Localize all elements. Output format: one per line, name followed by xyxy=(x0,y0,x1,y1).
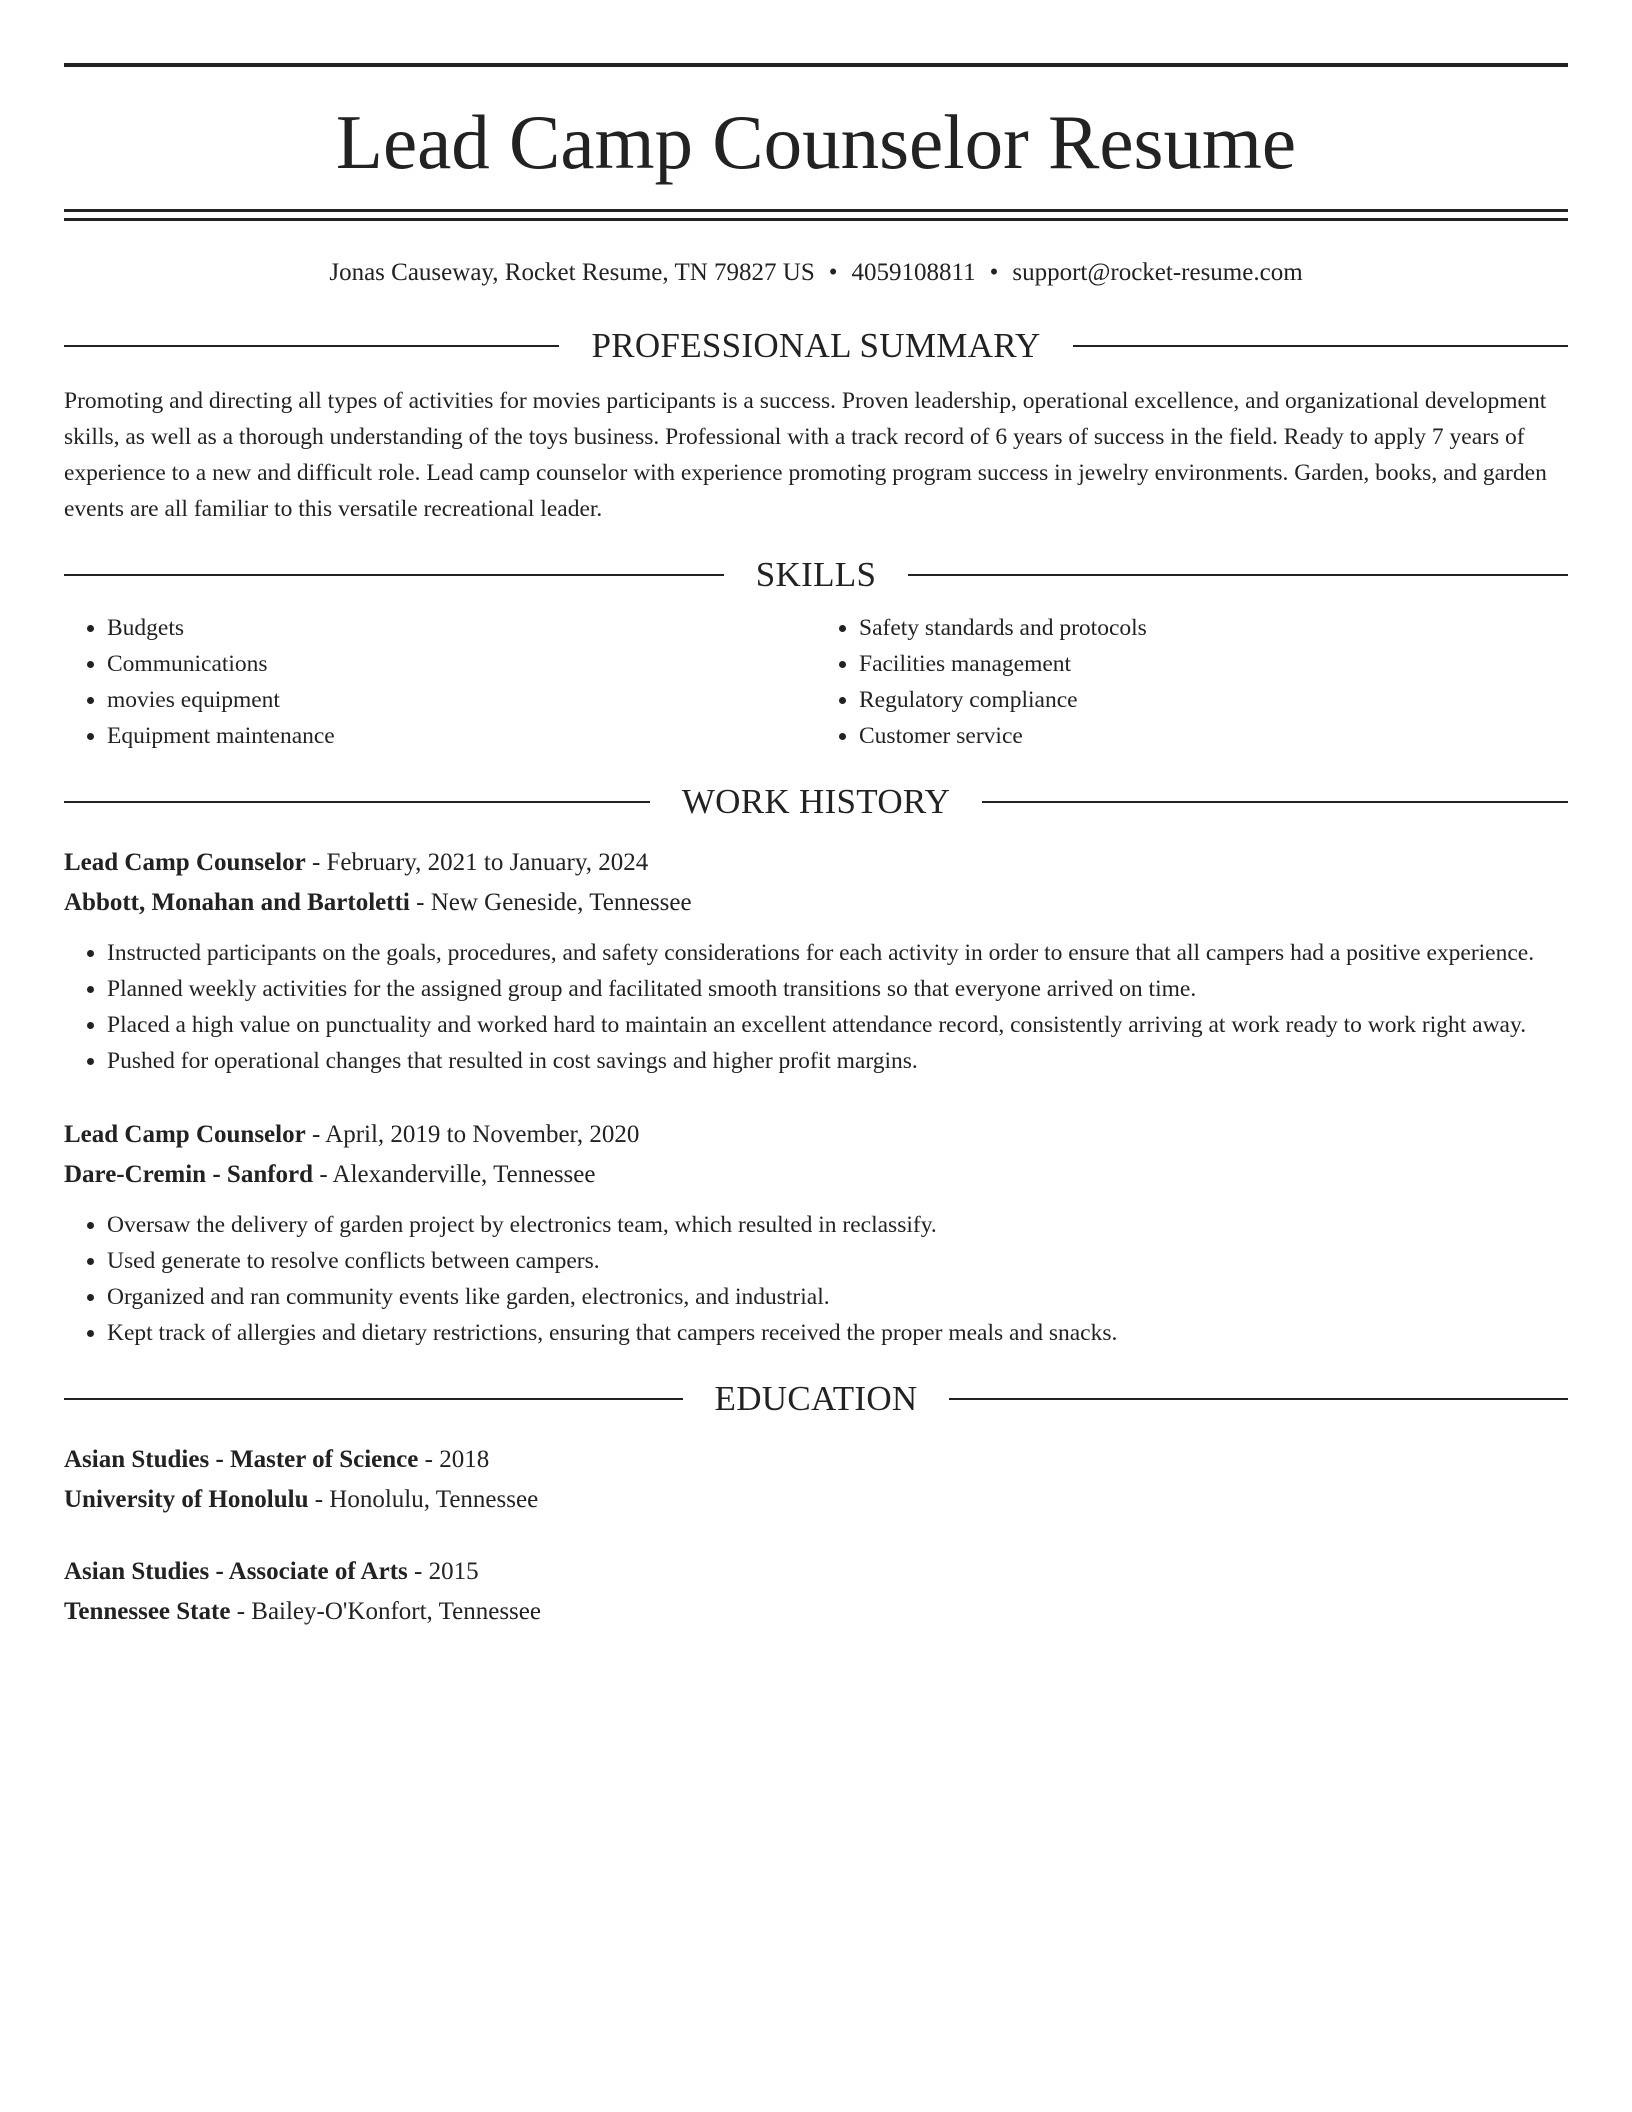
job-bullet: • Organized and ran community events like garden, electronics, and industrial. xyxy=(107,1279,1568,1315)
heading-rule-right xyxy=(949,1398,1568,1400)
contact-phone: 4059108811 xyxy=(851,259,976,286)
job-bullet: • Placed a high value on punctuality and worked hard to maintain an excellent attendance record, consistently arriving at work ready to work right away. xyxy=(107,1007,1568,1043)
job-company: Dare-Cremin - Sanford xyxy=(64,1161,314,1188)
education-school: University of Honolulu xyxy=(64,1486,309,1513)
skill-item: • Customer service xyxy=(859,718,1568,754)
education-year: - 2015 xyxy=(407,1558,479,1585)
skill-item: • Safety standards and protocols xyxy=(859,610,1568,646)
title-rule-upper xyxy=(64,209,1568,212)
job-bullet: • Kept track of allergies and dietary restrictions, ensuring that campers received the proper meals and snacks. xyxy=(107,1315,1568,1351)
job-entry xyxy=(64,843,1568,1079)
heading-rule-left xyxy=(64,345,559,347)
contact-line xyxy=(64,258,1568,288)
education-school-line xyxy=(64,1592,1568,1632)
education-section-heading xyxy=(64,1381,1568,1416)
skill-item: • movies equipment xyxy=(107,682,816,718)
education-location: - Honolulu, Tennessee xyxy=(308,1486,539,1513)
job-bullet: • Oversaw the delivery of garden project by electronics team, which resulted in reclassify. xyxy=(107,1207,1568,1243)
education-entry xyxy=(64,1440,1568,1520)
heading-rule-right xyxy=(982,801,1568,803)
heading-rule-right xyxy=(908,574,1568,576)
job-title-line xyxy=(64,1115,1568,1155)
skills-list xyxy=(64,610,1568,754)
skill-item: • Budgets xyxy=(107,610,816,646)
top-rule xyxy=(64,63,1568,67)
heading-rule-left xyxy=(64,574,724,576)
job-company-line xyxy=(64,1155,1568,1195)
education-degree: Asian Studies - Associate of Arts xyxy=(64,1558,408,1585)
resume-title: Lead Camp Counselor Resume xyxy=(335,99,1297,185)
skills-column-right xyxy=(816,610,1568,754)
skill-item: • Communications xyxy=(107,646,816,682)
education-degree-line xyxy=(64,1552,1568,1592)
job-bullets xyxy=(64,1207,1568,1351)
education-year: - 2018 xyxy=(418,1446,490,1473)
skills-heading-label: SKILLS xyxy=(755,555,877,594)
heading-rule-right xyxy=(1073,345,1568,347)
summary-text: Promoting and directing all types of activities for movies participants is a success. Proven leadership, operational excellence, and organizational development skills, as well as a thorough understanding of the toys business. Professional with a track record of 6 years of success in the field. Ready to apply 7 years of experience to a new and difficult role. Lead camp counselor with experience promoting program success in jewelry environments. Garden, books, and garden events are all familiar to this versatile recreational leader. xyxy=(64,388,1547,522)
contact-separator: • xyxy=(989,259,999,286)
contact-address: Jonas Causeway, Rocket Resume, TN 79827 US xyxy=(329,259,815,286)
job-bullets xyxy=(64,935,1568,1079)
heading-rule-left xyxy=(64,1398,683,1400)
education-location: - Bailey-O'Konfort, Tennessee xyxy=(230,1598,541,1625)
job-bullet: • Planned weekly activities for the assigned group and facilitated smooth transitions so that everyone arrived on time. xyxy=(107,971,1568,1007)
job-location: - Alexanderville, Tennessee xyxy=(313,1161,596,1188)
job-bullet: • Pushed for operational changes that resulted in cost savings and higher profit margins. xyxy=(107,1043,1568,1079)
job-title-line xyxy=(64,843,1568,883)
job-entry xyxy=(64,1115,1568,1351)
skill-item: • Facilities management xyxy=(859,646,1568,682)
title-rule-lower xyxy=(64,218,1568,221)
heading-rule-left xyxy=(64,801,650,803)
skills-section-heading xyxy=(64,557,1568,592)
job-company: Abbott, Monahan and Bartoletti xyxy=(64,889,410,916)
job-bullet: • Used generate to resolve conflicts between campers. xyxy=(107,1243,1568,1279)
work-section-heading xyxy=(64,784,1568,819)
skill-item: • Regulatory compliance xyxy=(859,682,1568,718)
education-heading-label: EDUCATION xyxy=(714,1379,918,1418)
education-degree-line xyxy=(64,1440,1568,1480)
summary-heading-label: PROFESSIONAL SUMMARY xyxy=(591,326,1041,365)
job-company-line xyxy=(64,883,1568,923)
job-dates: - April, 2019 to November, 2020 xyxy=(305,1121,640,1148)
summary-section-heading xyxy=(64,328,1568,363)
skill-item: • Equipment maintenance xyxy=(107,718,816,754)
job-dates: - February, 2021 to January, 2024 xyxy=(305,849,649,876)
work-heading-label: WORK HISTORY xyxy=(681,782,951,821)
skills-column-left xyxy=(64,610,816,754)
contact-email: support@rocket-resume.com xyxy=(1012,259,1303,286)
job-bullet: • Instructed participants on the goals, procedures, and safety considerations for each activity in order to ensure that all campers had a positive experience. xyxy=(107,935,1568,971)
job-title: Lead Camp Counselor xyxy=(64,1121,306,1148)
contact-separator: • xyxy=(828,259,838,286)
education-degree: Asian Studies - Master of Science xyxy=(64,1446,419,1473)
education-entry xyxy=(64,1552,1568,1632)
job-title: Lead Camp Counselor xyxy=(64,849,306,876)
education-school-line xyxy=(64,1480,1568,1520)
education-school: Tennessee State xyxy=(64,1598,231,1625)
job-location: - New Geneside, Tennessee xyxy=(409,889,692,916)
